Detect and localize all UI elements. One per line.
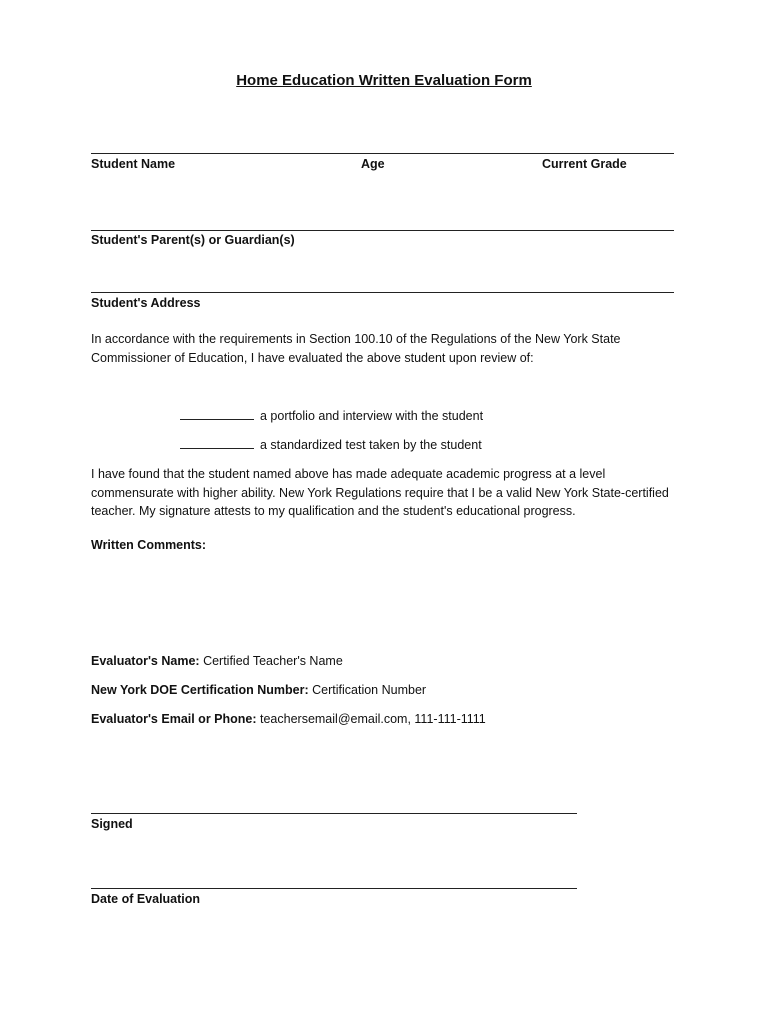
parents-line[interactable] [91, 230, 674, 231]
address-label: Student's Address [91, 296, 201, 310]
contact-row [91, 712, 486, 726]
certification-value: Certification Number [312, 683, 427, 697]
student-name-label: Student Name [91, 157, 176, 171]
written-comments-label: Written Comments: [91, 538, 207, 552]
finding-paragraph: I have found that the student named above has made adequate academic progress at a level commensurate with higher ability. New York Regulations require that I be a valid New York State-certified teacher. My signature attests to my qualification and the student's educational progress. [91, 467, 669, 518]
address-line[interactable] [91, 292, 674, 293]
option-portfolio [180, 408, 483, 423]
certification-row [91, 683, 426, 697]
date-label: Date of Evaluation [91, 892, 201, 906]
contact-label: Evaluator's Email or Phone: [91, 712, 257, 726]
evaluator-name-row [91, 654, 343, 668]
standardized-test-blank[interactable] [180, 437, 254, 449]
current-grade-label: Current Grade [542, 157, 627, 171]
option-test-label: a standardized test taken by the student [260, 438, 482, 452]
parents-label: Student's Parent(s) or Guardian(s) [91, 233, 295, 247]
option-portfolio-label: a portfolio and interview with the student [260, 409, 484, 423]
date-line[interactable] [91, 888, 577, 889]
evaluator-name-label: Evaluator's Name: [91, 654, 200, 668]
form-title: Home Education Written Evaluation Form [236, 72, 532, 89]
contact-value: teachersemail@email.com, 111-111-1111 [260, 712, 486, 726]
evaluator-name-value: Certified Teacher's Name [203, 654, 343, 668]
certification-label: New York DOE Certification Number: [91, 683, 309, 697]
portfolio-blank[interactable] [180, 408, 254, 420]
signed-label: Signed [91, 817, 133, 831]
age-label: Age [361, 157, 385, 171]
option-standardized-test [180, 437, 482, 452]
intro-paragraph: In accordance with the requirements in Section 100.10 of the Regulations of the New York State Commissioner of Education, I have evaluated the above student upon review of: [91, 332, 621, 365]
student-info-line[interactable] [91, 153, 674, 154]
signature-line[interactable] [91, 813, 577, 814]
